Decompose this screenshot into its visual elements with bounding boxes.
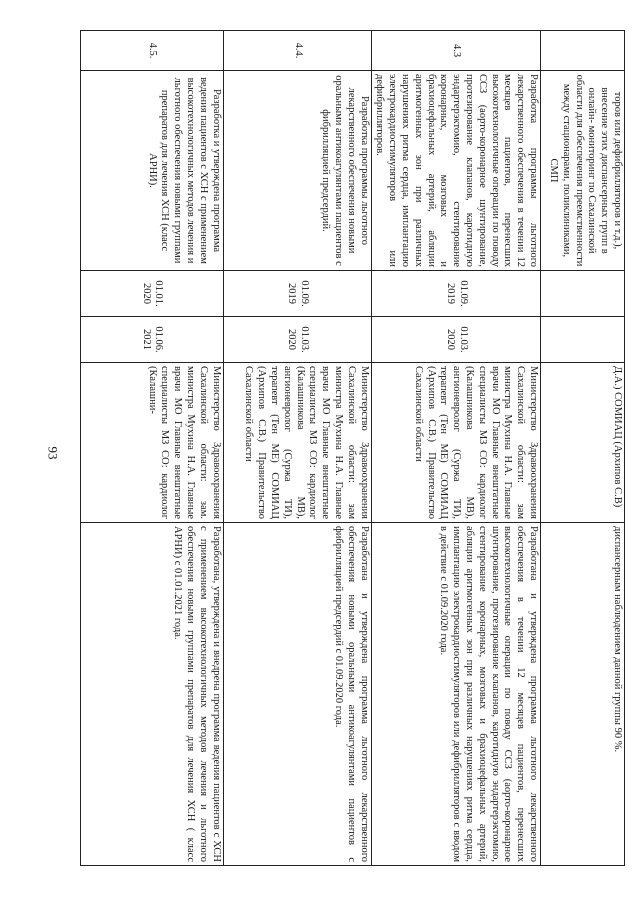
- action-plan-table: [80, 30, 625, 866]
- end-date-cell: 01.03. 2020: [223, 317, 371, 363]
- table-row: [371, 31, 540, 866]
- responsible-cell: Министерство Здравоохранения Сахалинской области: зам министра Мухина Н.А. Главные врачи МО Главные внештатные специалисты МЗ СО: кардиолог (Калашникова МВ), ангионевролог (Суржа ТИ), терапевт (Тен МЕ) СОМИАЦ (Архипов С.В.) Правительство Сахалинской области: [371, 363, 540, 523]
- event-cell: Разработка и утверждена программа ведения пациентов с ХСН с применением высокотехнологичных методов лечения и льготного обеспечения новыми группами препаратов для лечения ХСН (класс АРНИ).: [80, 71, 223, 271]
- start-date-cell: 01.09. 2019: [371, 271, 540, 317]
- row-number: 4.3: [371, 31, 540, 71]
- end-date-cell: [541, 317, 625, 363]
- row-number: 4.4.: [223, 31, 371, 71]
- end-date-cell: 01.06. 2021: [80, 317, 223, 363]
- responsible-cell: Министерство Здравоохранения Сахалинской области: зам министра Мухина Н.А. Главные врачи МО Главные внештатные специалисты МЗ СО: кардиолог (Калашникова МВ), ангионевролог (Суржа ТИ), терапевт (Тен МЕ) СОМИАЦ (Архипов С.В.) Правительство Сахалинской области: [223, 363, 371, 523]
- table-row: [80, 31, 223, 866]
- event-cell: Разработка программы льготного лекарственного обеспечения в течении 12 месяцев пациентов, перенесших высокотехнологичные операции по поводу ССЗ (аорто-коронарное шунтирование, протезирование клапанов, каротидную эндартерэктомию, стентирование коронарных, мозговых и брахиоцефальных артерий, абляции аритмогенных зон при различных нарушениях ритма сердца, имплантацию электрокардиостимуляторов или дефибрилляторов.: [371, 71, 540, 271]
- result-cell: Разработана, утверждена и внедрена программа ведения пациентов с ХСН с применением высокотехнологичных методов лечения и льготного обеспечения новыми группами препаратов для лечения ХСН ( класс АРНИ) с 01.01.2021 года.: [80, 523, 223, 866]
- result-cell: Разработана и утверждена программа льготного лекарственного обеспечения в течении 12 месяцев пациентов, перенесших высокотехнологичные операции по поводу ССЗ (аорто-коронарное шунтирование, протезирование клапанов, каротидную эндартерэктомию, стентирование коронарных, мозговых и брахиоцефальных артерий, абляции аритмогенных зон при различных нарушениях ритма сердца, имплантацию электрокардиостимуляторов или дефибрилляторов с вводом в действие с 01.09.2020 года.: [371, 523, 540, 866]
- start-date-cell: [541, 271, 625, 317]
- end-date-cell: 01.03. 2020: [371, 317, 540, 363]
- start-date-cell: 01.01. 2020: [80, 271, 223, 317]
- row-number: [541, 31, 625, 71]
- rotated-table-container: [85, 30, 625, 865]
- page-number: 93: [45, 446, 61, 460]
- result-cell: диспансерным наблюдением данной группы 90 %.: [541, 523, 625, 866]
- table-row: [223, 31, 371, 866]
- result-cell: Разработана и утверждена программа льготного лекарственного обеспечения новыми оральными антикоагулянтами пациентов с фибрилляцией предсердий с 01.09.2020 года.: [223, 523, 371, 866]
- row-number: 4.5.: [80, 31, 223, 71]
- event-cell: Разработка программы льготного лекарственного обеспечения новыми оральными антикоагулянтами пациентов с фибрилляцией предсердий.: [223, 71, 371, 271]
- event-cell: торов или дефибрилляторов и т.д.), внесение этих диспансерных групп в онлайн- мониторинг по Сахалинской области для обеспечения преемственности между стационарами, поликлиниками, СМП: [541, 71, 625, 271]
- table-row: [541, 31, 625, 866]
- responsible-cell: Министерство Здравоохранения Сахалинской области: зам. министра Мухина Н.А. Главные врачи МО Главные внештатные специалисты МЗ СО: кардиолог (Калашни-: [80, 363, 223, 523]
- responsible-cell: Д.А.) СОМИАЦ (Архипов С.В): [541, 363, 625, 523]
- start-date-cell: 01.09. 2019: [223, 271, 371, 317]
